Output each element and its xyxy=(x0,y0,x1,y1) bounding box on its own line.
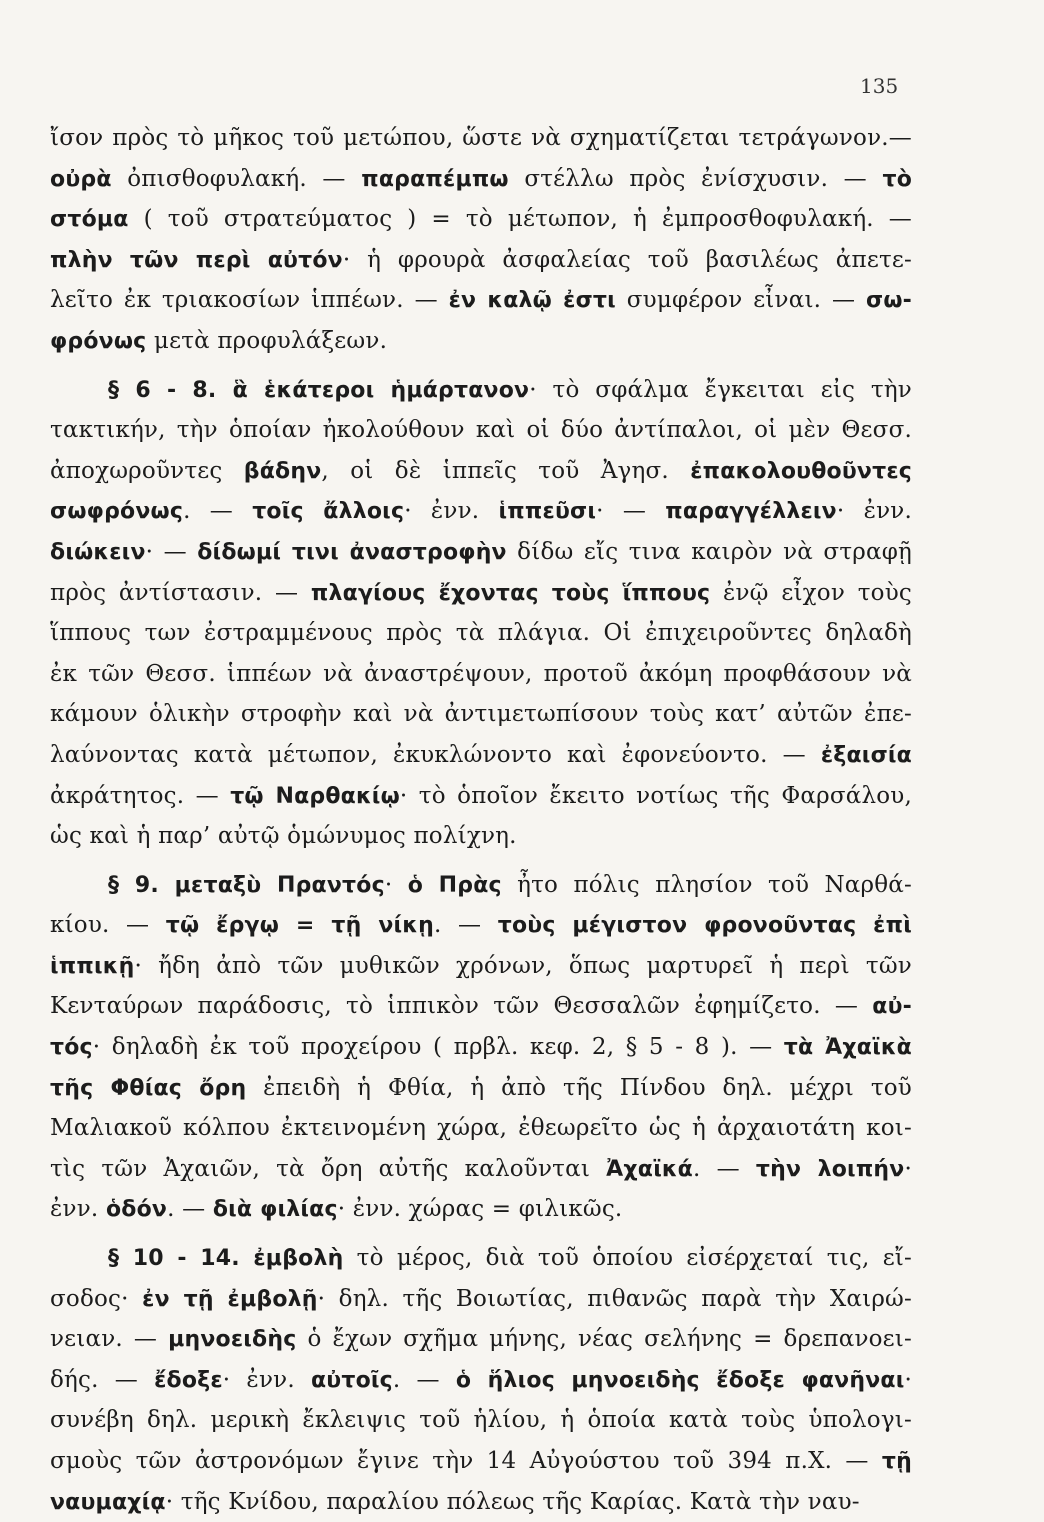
bold-lemma: τῷ ἔργῳ = τῇ νίκῃ xyxy=(165,913,434,939)
text-segment: . — xyxy=(693,1155,756,1182)
bold-lemma: σω- xyxy=(866,288,912,314)
bold-lemma: παραπέμπω xyxy=(361,166,509,192)
text-segment: · xyxy=(904,1366,912,1393)
text-line xyxy=(50,1279,912,1320)
bold-lemma: Ἀχαϊκά xyxy=(606,1156,693,1182)
text-segment: . — xyxy=(392,1366,456,1393)
text-line xyxy=(50,986,912,1027)
text-line xyxy=(50,491,912,532)
bold-lemma: τῷ Ναρθακίῳ xyxy=(230,783,400,809)
bold-lemma: παραγγέλλειν xyxy=(665,499,837,525)
bold-lemma: ναυμαχίᾳ xyxy=(50,1489,166,1515)
text-segment: · ἤδη ἀπὸ τῶν μυθικῶν χρόνων, ὅπως μαρτυρεῖ ἡ περὶ τῶν xyxy=(134,952,912,979)
text-segment: κίου. — xyxy=(50,912,166,939)
text-segment: πρὸς ἀντίστασιν. — xyxy=(50,579,311,606)
text-segment: . — xyxy=(167,1196,213,1223)
text-line xyxy=(50,118,912,159)
bold-lemma: αὐ- xyxy=(872,994,912,1020)
text-line xyxy=(50,240,912,281)
bold-lemma: ὁ ἥλιος μηνοειδὴς ἔδοξε φανῆναι xyxy=(455,1367,905,1393)
text-segment: · δηλ. τῆς Βοιωτίας, πιθανῶς παρὰ τὴν Χαιρώ- xyxy=(317,1285,912,1312)
text-segment: συνέβη δηλ. μερικὴ ἔκλειψις τοῦ ἡλίου, ἡ ὁποία κατὰ τοὺς ὑπολογι- xyxy=(50,1407,912,1434)
text-line xyxy=(50,1238,912,1279)
text-line xyxy=(50,159,912,200)
bold-lemma: στόμα xyxy=(50,207,129,233)
bold-lemma: δίδωμί τινι ἀναστροφὴν xyxy=(197,539,507,565)
text-segment: · ἡ φρουρὰ ἀσφαλείας τοῦ βασιλέως ἀπετε- xyxy=(342,246,912,273)
text-segment: ἐνῷ εἶχον τοὺς xyxy=(710,579,912,606)
commentary-text xyxy=(50,118,912,1522)
text-line xyxy=(50,1360,912,1401)
text-segment: · xyxy=(384,871,408,898)
bold-lemma: § 9. μεταξὺ Πραντός xyxy=(108,872,385,898)
paragraph xyxy=(50,370,912,857)
text-line xyxy=(50,1027,912,1068)
text-segment: στέλλω πρὸς ἐνίσχυσιν. — xyxy=(508,165,883,192)
bold-lemma: § 10 - 14. ἐμβολὴ xyxy=(108,1246,344,1272)
text-line xyxy=(50,1319,912,1360)
text-segment: . — xyxy=(433,912,498,939)
text-segment: Κενταύρων παράδοσις, τὸ ἱππικὸν τῶν Θεσσαλῶν ἐφημίζετο. — xyxy=(50,993,873,1020)
bold-lemma: ἱππικῇ xyxy=(50,953,135,979)
text-line xyxy=(50,905,912,946)
text-line xyxy=(50,451,912,492)
text-line xyxy=(50,1149,912,1190)
bold-lemma: ὁ Πρὰς xyxy=(407,872,502,898)
bold-lemma: διώκειν xyxy=(50,539,146,565)
text-segment: ἦτο πόλις πλησίον τοῦ Ναρθά- xyxy=(501,871,912,898)
text-segment: Μαλιακοῦ κόλπου ἐκτεινομένη χώρα, ἐθεωρεῖτο ὡς ἡ ἀρχαιοτάτη κοι- xyxy=(50,1115,912,1142)
text-segment: τὶς τῶν Ἀχαιῶν, τὰ ὄρη αὐτῆς καλοῦνται xyxy=(50,1155,607,1182)
text-segment: ὀπισθοφυλακή. — xyxy=(111,165,362,192)
text-segment: δίδω εἴς τινα καιρὸν νὰ στραφῇ xyxy=(506,538,912,565)
bold-lemma: τὴν λοιπήν xyxy=(755,1156,905,1182)
bold-lemma: φρόνως xyxy=(50,328,147,354)
text-line xyxy=(50,654,912,695)
paragraph xyxy=(50,865,912,1230)
text-segment: τὸ μέρος, διὰ τοῦ ὁποίου εἰσέρχεταί τις, εἴ- xyxy=(343,1245,912,1272)
text-line xyxy=(50,776,912,817)
text-segment: · τὸ ὁποῖον ἔκειτο νοτίως τῆς Φαρσάλου, xyxy=(399,782,912,809)
paragraph-gap xyxy=(50,857,912,865)
text-segment: · τὸ σφάλμα ἔγκειται εἰς τὴν xyxy=(529,376,912,403)
text-line xyxy=(50,1068,912,1109)
text-segment: σμοὺς τῶν ἀστρονόμων ἔγινε τὴν 14 Αὐγούστου τοῦ 394 π.Χ. — xyxy=(50,1448,882,1474)
text-segment: , οἱ δὲ ἱππεῖς τοῦ Ἀγησ. xyxy=(321,457,691,484)
text-line xyxy=(50,613,912,654)
text-segment: ἐκ τῶν Θεσσ. ἱππέων νὰ ἀναστρέψουν, προτοῦ ἀκόμη προφθάσουν νὰ xyxy=(50,660,912,687)
bold-lemma: σωφρόνως xyxy=(50,499,184,525)
bold-lemma: ἱππεῦσι xyxy=(498,499,597,525)
text-segment: ὡς καὶ ἡ παρ’ αὐτῷ ὁμώνυμος πολίχνη. xyxy=(50,823,517,850)
text-segment: ἀποχωροῦντες xyxy=(50,457,244,484)
text-segment: δής. — xyxy=(50,1366,155,1393)
bold-lemma: ἐν καλῷ ἐστι xyxy=(448,288,616,314)
text-line xyxy=(50,321,912,362)
bold-lemma: τοῖς ἄλλοις xyxy=(252,499,405,525)
text-segment: σοδος xyxy=(50,1285,122,1312)
bold-lemma: πλαγίους ἔχοντας τοὺς ἵππους xyxy=(310,580,711,606)
paragraph-gap xyxy=(50,362,912,370)
text-segment: λαύνοντας κατὰ μέτωπον, ἐκυκλώνοντο καὶ ἐφονεύοντο. — xyxy=(50,741,821,768)
text-segment: · — xyxy=(145,538,198,565)
text-segment: ἐνν. xyxy=(50,1196,106,1223)
text-segment: νειαν. — xyxy=(50,1326,169,1353)
text-segment: λεῖτο ἐκ τριακοσίων ἱππέων. — xyxy=(50,287,449,314)
bold-lemma: τὸ xyxy=(882,166,912,192)
page-number: 135 xyxy=(860,74,899,98)
text-line xyxy=(50,1189,912,1230)
text-line xyxy=(50,280,912,321)
bold-lemma: μηνοειδὴς xyxy=(168,1327,297,1353)
text-segment: · δηλαδὴ ἐκ τοῦ προχείρου ( πρβλ. κεφ. 2, § 5 - 8 ). — xyxy=(92,1034,784,1061)
text-segment: · xyxy=(904,1155,912,1182)
text-line xyxy=(50,1482,912,1522)
text-segment: · — xyxy=(596,498,666,525)
text-segment: κάμουν ὁλικὴν στροφὴν καὶ νὰ ἀντιμετωπίσουν τοὺς κατ’ αὐτῶν ἐπε- xyxy=(50,701,912,728)
text-line xyxy=(50,1441,912,1482)
text-segment: ὁ ἔχων σχῆμα μήνης, νέας σελήνης = δρεπανοει- xyxy=(296,1326,912,1353)
text-segment: · ἐνν. xyxy=(222,1366,311,1393)
bold-lemma: ἔδοξε xyxy=(154,1367,223,1393)
text-segment: μετὰ προφυλάξεων. xyxy=(146,327,388,354)
text-segment: ἴσον πρὸς τὸ μῆκος τοῦ μετώπου, ὥστε νὰ σχηματίζεται τετράγωνον.— xyxy=(50,125,912,151)
bold-lemma: ἃ ἑκάτεροι ἡμάρτανον xyxy=(232,377,530,403)
bold-lemma: διὰ φιλίας xyxy=(212,1197,338,1223)
text-line xyxy=(50,735,912,776)
text-line xyxy=(50,1108,912,1149)
text-segment: · ἐνν. xyxy=(836,498,912,525)
bold-lemma: αὐτοῖς xyxy=(310,1367,393,1393)
bold-lemma: τοὺς μέγιστον φρονοῦντας ἐπὶ xyxy=(497,913,912,939)
bold-lemma: τῇ xyxy=(881,1449,912,1474)
text-segment: · ἐνν. χώρας = φιλικῶς. xyxy=(337,1196,623,1223)
text-segment: · τῆς Κνίδου, παραλίου πόλεως τῆς Καρίας. Κατὰ τὴν ναυ- xyxy=(165,1488,860,1515)
text-line xyxy=(50,410,912,451)
paragraph xyxy=(50,118,912,362)
paragraph xyxy=(50,1238,912,1522)
text-line xyxy=(50,816,912,857)
text-segment: ἀκράτητος. — xyxy=(50,782,231,809)
text-line xyxy=(50,199,912,240)
text-line xyxy=(50,573,912,614)
bold-lemma: πλὴν τῶν περὶ αὐτόν xyxy=(50,247,343,273)
text-segment: ἵππους των ἐστραμμένους πρὸς τὰ πλάγια. Οἱ ἐπιχειροῦντες δηλαδὴ xyxy=(50,620,912,647)
bold-lemma: ἐπακολουθοῦντες xyxy=(690,458,912,484)
bold-lemma: τός xyxy=(50,1035,93,1061)
text-segment: · ἐνν. xyxy=(404,498,499,525)
text-segment: συμφέρον εἶναι. — xyxy=(615,287,867,314)
text-segment: ἐπειδὴ ἡ Φθία, ἡ ἀπὸ τῆς Πίνδου δηλ. μέχρι τοῦ xyxy=(246,1074,912,1101)
paragraph-gap xyxy=(50,1230,912,1238)
bold-lemma: βάδην xyxy=(243,458,322,484)
text-line xyxy=(50,865,912,906)
bold-lemma: ὁδόν xyxy=(105,1197,168,1223)
bold-lemma: ἐξαισία xyxy=(820,742,912,768)
text-line xyxy=(50,532,912,573)
bold-lemma: οὐρὰ xyxy=(50,166,112,192)
bold-lemma: τὰ Ἀχαϊκὰ xyxy=(783,1035,912,1061)
bold-lemma: ἐν τῇ ἐμβολῇ xyxy=(142,1286,318,1312)
bold-lemma: τῆς Φθίας ὄρη xyxy=(50,1075,247,1101)
text-line xyxy=(50,370,912,411)
text-line xyxy=(50,946,912,987)
bold-lemma: § 6 - 8. xyxy=(108,377,233,403)
text-segment: . — xyxy=(183,498,253,525)
text-segment: · xyxy=(121,1285,143,1312)
text-segment: τακτικήν, τὴν ὁποίαν ἠκολούθουν καὶ οἱ δύο ἀντίπαλοι, οἱ μὲν Θεσσ. xyxy=(50,417,912,444)
text-segment: ( τοῦ στρατεύματος ) = τὸ μέτωπον, ἡ ἐμπροσθοφυλακή. — xyxy=(128,206,912,233)
text-line xyxy=(50,1400,912,1441)
text-line xyxy=(50,694,912,735)
